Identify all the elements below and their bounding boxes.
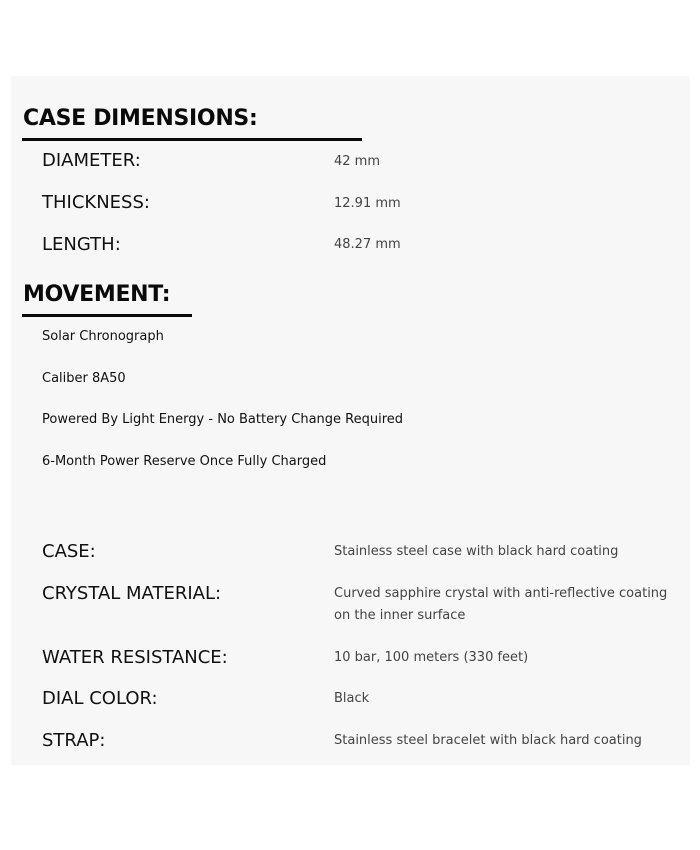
dial-color-label: DIAL COLOR: <box>42 688 158 709</box>
case-value: Stainless steel case with black hard coating <box>334 544 619 559</box>
case-dimensions-underline <box>22 138 362 141</box>
diameter-label: DIAMETER: <box>42 150 141 171</box>
thickness-value: 12.91 mm <box>334 196 401 211</box>
movement-item: Powered By Light Energy - No Battery Change Required <box>42 412 404 427</box>
case-dimensions-heading: CASE DIMENSIONS: <box>23 106 258 131</box>
water-resistance-value: 10 bar, 100 meters (330 feet) <box>334 650 529 665</box>
length-value: 48.27 mm <box>334 237 401 252</box>
movement-underline <box>22 314 192 317</box>
crystal-material-label: CRYSTAL MATERIAL: <box>42 583 222 604</box>
movement-item: Solar Chronograph <box>42 329 164 344</box>
dial-color-value: Black <box>334 691 370 706</box>
strap-label: STRAP: <box>42 730 106 751</box>
crystal-material-value: Curved sapphire crystal with anti-reflective coating on the inner surface <box>334 586 668 623</box>
movement-item: Caliber 8A50 <box>42 371 126 386</box>
movement-item: 6-Month Power Reserve Once Fully Charged <box>42 454 327 469</box>
diameter-value: 42 mm <box>334 154 381 169</box>
strap-value: Stainless steel bracelet with black hard coating <box>334 733 642 748</box>
length-label: LENGTH: <box>42 234 121 255</box>
water-resistance-label: WATER RESISTANCE: <box>42 647 228 668</box>
thickness-label: THICKNESS: <box>42 192 150 213</box>
case-label: CASE: <box>42 541 96 562</box>
movement-heading: MOVEMENT: <box>23 282 171 307</box>
spec-panel <box>11 76 690 765</box>
